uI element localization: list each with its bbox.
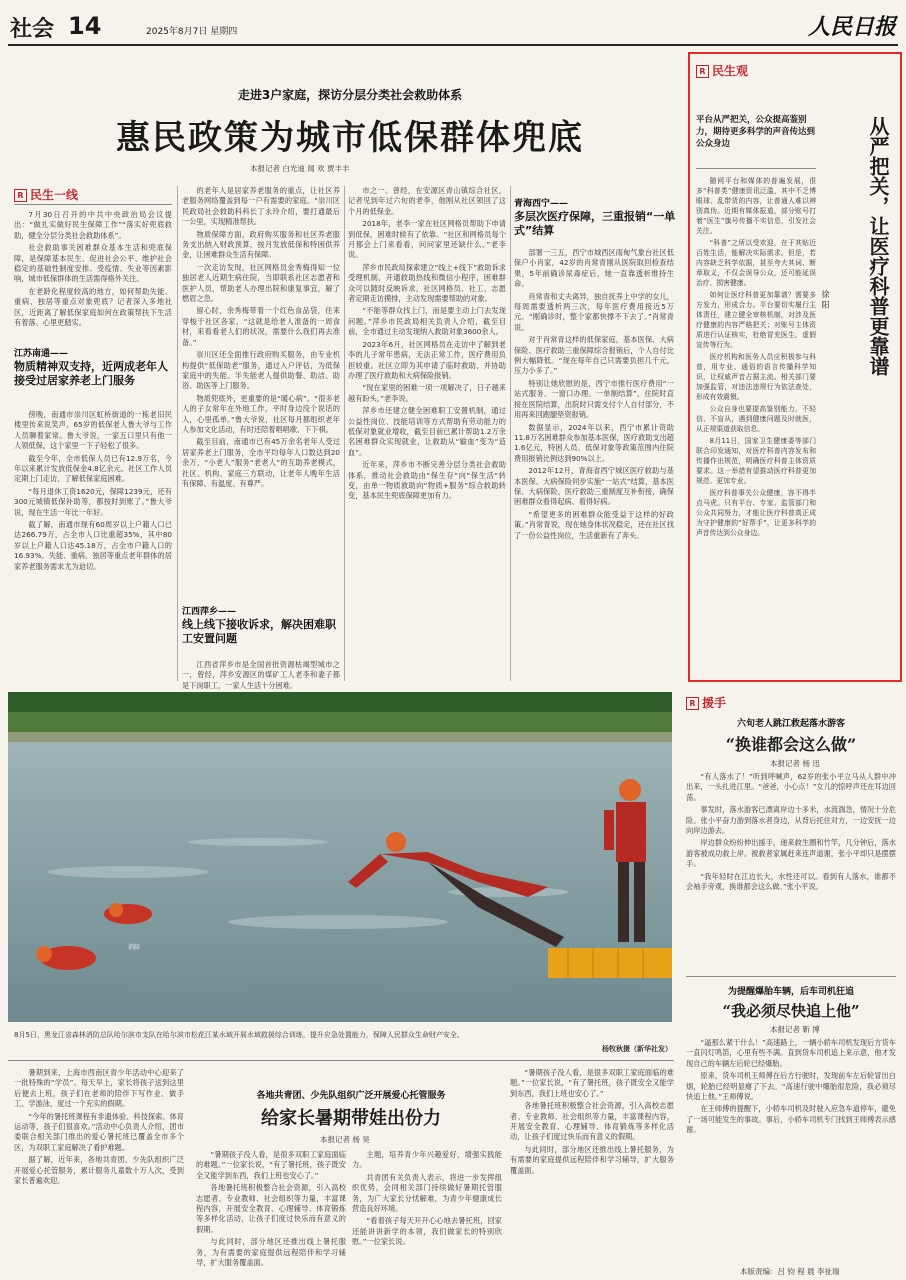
paragraph: “现在家里的困难一项一项解决了，日子越来越有盼头。”老李说。: [348, 383, 506, 403]
paragraph: 主题，培养青少年兴趣爱好，增强实践能力。: [352, 1150, 502, 1170]
paragraph: 社会救助事关困难群众基本生活和兜底保障，是保障基本民生、促进社会公平、维护社会稳定的基础性制度安排。受疫情、失业等因素影响，城市低保群体的生活需得格外关注。: [14, 243, 172, 284]
paragraph: 2012年12月，青海省西宁城区医疗救助与基本医保、大病保险同步实施“一站式”结算，基本医保、大病保险、医疗救助三重制度互补衔接，确保困难群众看得起病、看得好病。: [514, 466, 674, 507]
lead-headline: 惠民政策为城市低保群体兜底: [116, 118, 584, 158]
paragraph: 部署一三五，西宁市城西区雨甸气象台社区低保户小肖家，42岁的肖常青刚从医院取回检查结果，5年前确诊尿毒症后，她一直靠透析维持生命。: [514, 248, 674, 289]
divider: [177, 186, 178, 681]
paragraph: 公众自身也要提高鉴别能力，不轻信、不盲从，遇到健康问题及时就医，从正规渠道获取信息。: [696, 405, 816, 433]
paragraph: 萍乡市民政局探索建立“线上+线下”救助诉求受理机制，开通救助热线和微信小程序，困难群众可以随时反映诉求，社区网格员、社工、志愿者定期走访摸排，主动发现需要帮助的对象。: [348, 262, 506, 304]
paragraph: 2018年，老李一家在社区网格员帮助下申请到低保，困难时候有了依靠。“社区和网格员每个月都会上门来看看，问问家里还缺什么。”老李说。: [348, 219, 506, 260]
rescue-kicker: 六旬老人跳江救起落水游客: [736, 719, 845, 729]
paragraph: 随网平台和媒体的普遍发展，很多“科普类”健康资讯泛滥，其中不乏博眼球、乱带货的内容，让普通人难以辨别真伪。近期有媒体报道，部分账号打着“医生”旗号传播不实信息，引发社会关注。: [696, 177, 816, 235]
paragraph: 物质保障方面，政府购买服务和社区养老服务支出纳入财政预算，按月发放低保和特困供养金，让困难群众生活有保障。: [182, 229, 340, 260]
lead-byline: 本报记者 白光迪 闻 欢 贾丰丰: [250, 164, 350, 173]
paragraph: “每月退休工资1620元，保障1239元，还有300元城镇低保补助等，都按时到账了。”鲁大爷说，现在生活一年比一年好。: [14, 486, 172, 517]
paragraph: 8月11日，国家卫生健康委等部门联合印发通知，对医疗科普内容发布和传播作出规范，明确医疗科普主体资质要求。这一举措有望推动医疗科普更加规范、更加专业。: [696, 437, 816, 485]
paragraph: 7月30日召开的中共中央政治局会议提出：“做扎实做好民生保障工作”“落实好兜底救助，健全分层分类社会救助体系”。: [14, 210, 172, 240]
divider: [686, 976, 896, 977]
commentary-headline: 从严把关，让医疗科普更靠谱: [866, 116, 890, 376]
bottom-col3-text: [352, 1150, 502, 1268]
paragraph: 各地暑托班积极整合社会资源，引入高校志愿者、专业教师、社会组织等力量，丰富课程内容，开展安全教育、心理辅导、体育锻炼等多样化活动，让孩子们度过快乐而有意义的假期。: [510, 1101, 674, 1142]
rescue2-headline: “我必须尽快追上他”: [722, 1002, 860, 1020]
lead-col1-text: [14, 210, 172, 338]
paragraph: 岸边群众纷纷伸出援手，递来救生圈和竹竿，几分钟后，落水游客被成功救上岸。被救者家属赶来连声道谢，张小平却只是摆摆手。: [686, 838, 896, 869]
newspaper-logo: 人民日报: [807, 14, 896, 40]
commentary-author: 徐 阳: [821, 290, 830, 309]
sub1-text: [14, 410, 172, 680]
photo-caption: 8月5日，黑龙江省森林消防总队哈尔滨市支队在哈尔滨市松花江某水域开展水域救援综合训练，提升应急处置能力，保障人民群众生命财产安全。: [14, 1031, 464, 1039]
paragraph: 市之一。曾经，在安源区青山镇综合社区，记者见到年过六旬的老李，他刚从社区领回了这个月的低保金。: [348, 186, 506, 216]
paragraph: 2023年6月，社区网格员在走访中了解到老李的儿子常年患病，无法正常工作，医疗费用负担较重。社区立即为其申请了临时救助，并协助办理了医疗救助和大病保险报销。: [348, 339, 506, 380]
paragraph: 截至目前，南通市已有45万余名老年人受过居家养老上门服务，全市平均每年人口数达到20余万，“小老人”服务“老老人”的互助养老模式，社区、机构、家庭三方联动，让老年人晚年生活有保障、有温度、有尊严。: [182, 437, 340, 488]
sub1-region: 江苏南通——: [14, 349, 69, 359]
bottom-kicker: 各地共青团、少先队组织广泛开展爱心托管服务: [256, 1091, 446, 1101]
lead-col2-text: [182, 186, 340, 598]
sub2-title: 线上线下接收诉求，解决困难职工安置问题: [182, 618, 336, 645]
paragraph: 暑期到来，上海市西南区青少年活动中心迎来了一批特殊的“学员”。每天早上，家长将孩子送到这里后便去上班，孩子们在老师的陪伴下写作业、做手工、学游泳，度过一个充实的假期。: [14, 1068, 184, 1109]
paragraph: 医疗科普事关公众健康，容不得半点马虎。只有平台、专家、监管部门和公众共同努力，才能让医疗科普真正成为守护健康的“好帮手”，让更多科学的声音传达到公众身边。: [696, 489, 816, 537]
paragraph: “暑期孩子没人看，是很多双职工家庭面临的难题。”一位家长说，“有了暑托班，孩子既安全又能学到东西，我们上班也安心了。”: [196, 1150, 346, 1180]
lead-kicker: 走进3户家庭，探访分层分类社会救助体系: [237, 88, 463, 102]
bottom-headline: 给家长暑期带娃出份力: [261, 1108, 441, 1129]
column-mark-icon: R: [696, 65, 709, 78]
paragraph: “逼那么紧干什么！”高速路上，一辆小轿车司机发现后方货车一直闪灯鸣笛，心里有些不满。直到货车司机追上来示意，他才发现自己的车辆左后轮已经爆胎。: [686, 1038, 896, 1068]
divider: [8, 1060, 674, 1061]
paragraph: 在老龄化程度较高的地方，如何帮助失能、重病、独居等重点对象兜底？记者深入多地社区，近距离了解低保家庭如何在政策帮扶下生活有着落、心里更踏实。: [14, 286, 172, 328]
paragraph: 物质兜底外，更重要的是“暖心病”。“很多老人的子女常年在外地工作，平时身边没个说话的人，心里孤单。”鲁大爷说，社区每月都组织老年人参加文化活动，有时还陪着唱唱歌、下下棋。: [182, 393, 340, 434]
paragraph: 医疗机构和医务人员应积极参与科普，用专业、通俗的语言传播科学知识，让权威声音占据主流。相关部门要加强监管，对违法违规行为依法查处，形成有效震慑。: [696, 353, 816, 401]
photo-badge: 消防: [128, 944, 141, 951]
page-number: 14: [68, 12, 102, 40]
paragraph: 据了解，近年来，各地共青团、少先队组织广泛开展爱心托管服务，累计服务儿童数十万人次，受到家长普遍欢迎。: [14, 1155, 184, 1186]
paragraph: 共青团有关负责人表示，将进一步发挥组织优势，会同相关部门持续做好暑期托管服务，为广大家长分忧解难，为青少年健康成长营造良好环境。: [352, 1172, 502, 1214]
paragraph: 江西省萍乡市是全国首批资源枯竭型城市之一，曾经，萍乡安源区的煤矿工人老李和妻子都是下岗职工，一家人生活十分困难。: [182, 660, 340, 690]
paragraph: 崇川区还全面推行政府购买服务，由专业机构提供“低保助老”服务，通过入户评估，为低保家庭中的失能、半失能老人提供助餐、助洁、助浴、助医等上门服务。: [182, 350, 340, 391]
paragraph: 与此同时，部分地区还推出线上暑托服务，为有需要的家庭提供远程陪伴和学习辅导，扩大服务覆盖面。: [196, 1237, 346, 1268]
rescue-byline: 本报记者 杨 迅: [770, 759, 820, 768]
paragraph: 如何让医疗科普更加靠谱？需要多方发力，形成合力。平台要切实履行主体责任，建立健全审核机制，对涉及医疗健康的内容严格把关；对账号主体资质进行认证核实，杜绝冒充医生、虚假宣传等行为。: [696, 291, 816, 349]
photo-credit: 杨牧秋摄（新华社发）: [602, 1045, 672, 1053]
paragraph: “我年轻时在江边长大，水性还可以。看到有人落水，谁都不会袖手旁观，换谁都会这么做。”张小平说。: [686, 871, 896, 892]
paragraph: “希望更多的困难群众能受益于这样的好政策。”肖常青说，现在她身体状况稳定，还在社区找了一份公益性岗位，生活重新有了奔头。: [514, 509, 674, 540]
rescue-text: [686, 772, 896, 972]
paragraph: 数据显示，2024年以来，西宁市累计资助11.8万名困难群众参加基本医保，医疗救助支出超1.6亿元，特困人员、低保对象等政策范围内住院费用报销比例达到90%以上。: [514, 422, 674, 463]
divider: [344, 186, 345, 681]
floating-platform: [548, 948, 672, 978]
paragraph: 萍乡市还建立健全困难职工安置机制，通过公益性岗位、技能培训等方式帮助有劳动能力的低保对象就业增收，截至目前已累计帮助1.2万余名困难群众实现就业，让救助从“输血”变为“造血”。: [348, 406, 506, 457]
paragraph: “暑期孩子没人看，是很多双职工家庭面临的难题。”一位家长说，“有了暑托班，孩子既安全又能学到东西，我们上班也安心了。”: [510, 1068, 674, 1098]
commentary-text: [696, 176, 816, 674]
divider: [14, 204, 172, 205]
paragraph: 的老年人是居家养老服务的重点，让社区养老服务网络覆盖到每一户有需要的家庭。“崇川区民政局社会救助科科长丁永玲介绍，要打通最后一公里，实现精准帮扶。: [182, 186, 340, 227]
paragraph: “今年的暑托班课程有非遗体验、科技探索、体育运动等，孩子们很喜欢。”活动中心负责人介绍，团市委联合相关部门推出的爱心暑托班已覆盖全市多个区，为双职工家庭解决了看护难题。: [14, 1111, 184, 1152]
column-mark-icon: R: [686, 697, 699, 710]
lead-col4-text: [514, 248, 674, 680]
commentary-intro: 平台从严把关，公众提高鉴别力，期待更多科学的声音传达到公众身边: [696, 115, 816, 149]
paragraph: “有人落水了！”听到呼喊声，62岁的张小平立马从人群中冲出来，一头扎进江里。“爸爸，小心点！”女儿的惊呼声还在耳边回荡。: [686, 772, 896, 802]
paragraph: 原来，货车司机王师傅在后方行驶时，发现前车左后轮冒出白烟，轮胎已经明显瘪了下去。“高速行驶中爆胎很危险，我必须尽快追上他。”王师傅说。: [686, 1071, 896, 1102]
paragraph: 在王师傅的提醒下，小轿车司机及时驶入应急车道停车，避免了一场可能发生的事故。事后，小轿车司机专门找到王师傅表示感谢。: [686, 1104, 896, 1135]
issue-date: 2025年8月7日 星期四: [146, 27, 238, 37]
column-title-minsheng: R 民生一线: [14, 186, 78, 203]
paragraph: 傍晚，南通市崇川区虹桥街道的一栋老旧民楼里传来说笑声。65岁的低保老人鲁大爷与工作人员聊着家常。鲁大爷说，一家五口里只有他一人领低保，这个家里一下子轻松了很多。: [14, 410, 172, 451]
sub1-title: 物质精神双支持，近两成老年人接受过居家养老上门服务: [14, 360, 168, 387]
paragraph: “科普”之所以受欢迎，在于其贴近百姓生活，能解决实际需求。但是，若内容缺乏科学依据，甚至夸大其词、断章取义，不仅会误导公众，还可能延误治疗、损害健康。: [696, 239, 816, 287]
paragraph: 与此同时，部分地区还推出线上暑托服务，为有需要的家庭提供远程陪伴和学习辅导，扩大服务覆盖面。: [510, 1144, 674, 1175]
rescue2-byline: 本报记者 靳 博: [770, 1025, 820, 1034]
paragraph: 事发时，落水游客已漂离岸边十多米，水流湍急，情况十分危险。张小平奋力游到落水者身边，从背后托住对方，一边安抚一边向岸边游去。: [686, 805, 896, 836]
paragraph: 特别让她欣慰的是，西宁市推行医疗费用“一站式服务、一窗口办理、一单制结算”，住院时直接在医院结算，出院时只需支付个人自付部分，不用再来回跑腿垫资报销。: [514, 378, 674, 420]
bottom-col4-text: [510, 1068, 674, 1268]
paragraph: 对于肖常青这样的低保家庭，基本医保、大病保险、医疗救助三重保障综合报销后，个人自付比例大幅降低。“现在每年自己只需要负担几千元，压力小多了。”: [514, 335, 674, 376]
sub3-region: 青海西宁——: [514, 199, 569, 209]
masthead-bar: [8, 8, 898, 46]
sub3-title: 多层次医疗保障，三重报销“一单式”结算: [514, 210, 676, 237]
divider: [510, 186, 511, 681]
rescue-headline: “换谁都会这么做”: [725, 735, 857, 754]
paragraph: 近年来，萍乡市不断完善分层分类社会救助体系，推动社会救助由“保生存”向“保生活”转变，由单一物质救助向“物质+服务”综合救助转变，基本民生兜底保障更加有力。: [348, 460, 506, 501]
page-editors: 本版责编：吕 钧 程 晨 李祉瑞: [740, 1267, 840, 1276]
paragraph: “看着孩子每天开开心心地去暑托班，回家还能讲讲新学的本领，我们做家长的特别欣慰。”一位家长说。: [352, 1216, 502, 1247]
sub2-region: 江西萍乡——: [182, 607, 237, 617]
bottom-byline: 本报记者 杨 昊: [320, 1135, 370, 1144]
column-title-yuanshou: R 援手: [686, 694, 726, 711]
divider: [696, 168, 816, 169]
sub2-text: [182, 660, 340, 690]
column-title-minshengguan: R 民生观: [696, 62, 748, 79]
column-mark-icon: R: [14, 189, 27, 202]
paragraph: 截了解，南通市现有60周岁以上户籍人口已达266.79万，占全市人口比重超35%，其中80岁以上户籍人口达45.18万，占全市户籍人口的16.93%。失能、重病、独居等重点老年群体的居家养老服务需求尤为迫切。: [14, 520, 172, 571]
paragraph: 各地暑托班积极整合社会资源，引入高校志愿者、专业教师、社会组织等力量，丰富课程内容，开展安全教育、心理辅导、体育锻炼等多样化活动，让孩子们度过快乐而有意义的假期。: [196, 1183, 346, 1234]
bottom-col2-text: [196, 1150, 346, 1268]
bottom-col1-text: [14, 1068, 184, 1268]
rescue-training-photo: [8, 692, 672, 1022]
paragraph: “不能等群众找上门，而是要主动上门去发现问题。”萍乡市民政局相关负责人介绍，截至目前，全市通过主动发现纳入救助对象3600余人。: [348, 306, 506, 337]
photo-illustration: [8, 692, 672, 1022]
rescue2-text: [686, 1038, 896, 1264]
paragraph: 肖常青和丈夫离异，独自抚养上中学的女儿，每周需要透析两三次，每年医疗费用接近5万元。“刚确诊时，整个家都快撑不下去了。”肖常青说。: [514, 291, 674, 332]
rescue2-kicker: 为提醒爆胎车辆，后车司机狂追: [727, 987, 854, 997]
paragraph: 留心时，余秀梅带着一个红色食品袋，往来穿梭于社区各家，“这就是给老人准备的一周食材，来看看老人们的状况，需要什么我们再去准备。”: [182, 306, 340, 347]
lead-col3-text: [348, 186, 506, 681]
section-name: 社会: [10, 17, 55, 42]
paragraph: 截至今年，全市低保人员已有12.9万名，今年以来累计发放低保金4.8亿余元。社区工作人员定期上门走访，了解低保家庭困难。: [14, 453, 172, 484]
paragraph: 一次走访发现，社区网格员金秀梅得知一位独居老人近期生病住院，当即联系社区志愿者和医护人员，帮助老人办理出院和康复事宜，解了燃眉之急。: [182, 262, 340, 304]
